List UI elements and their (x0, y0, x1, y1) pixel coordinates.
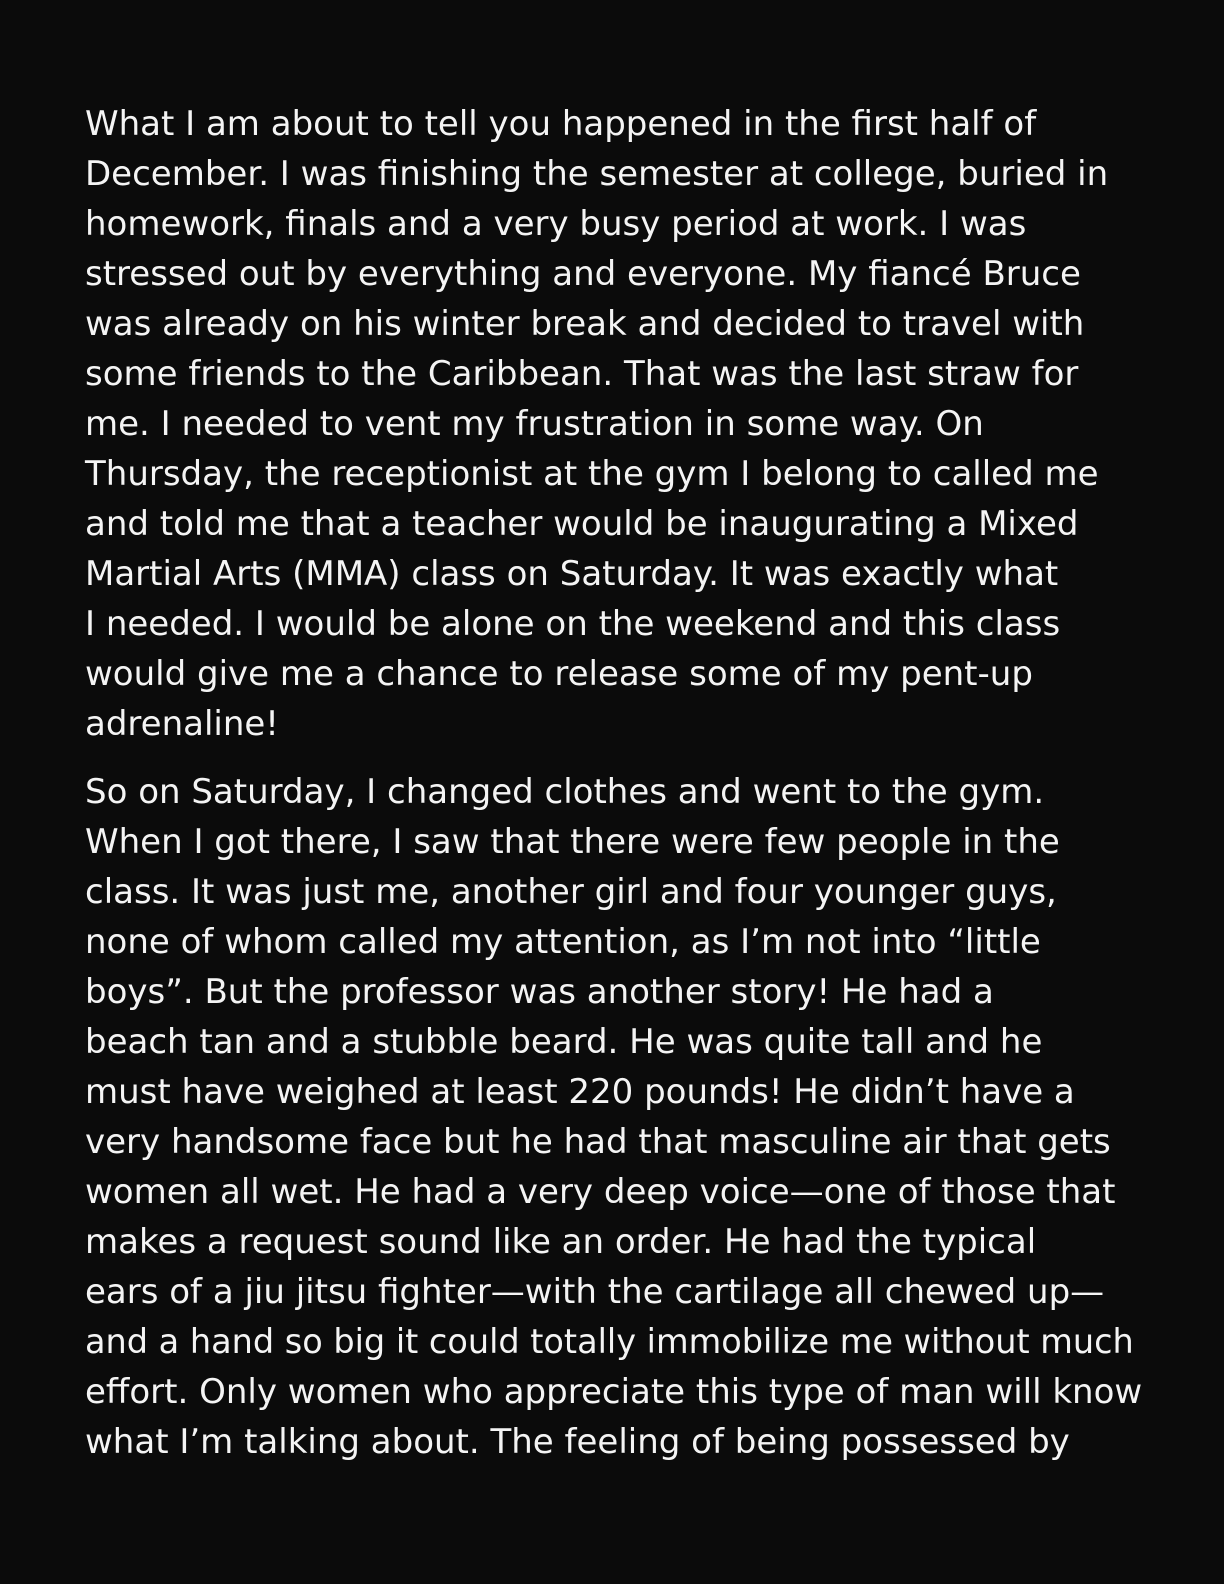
text-line: none of whom called my attention, as I’m not into “little (85, 922, 1041, 962)
text-line: and a hand so big it could totally immobilize me without much (85, 1322, 1134, 1361)
text-line: ears of a jiu jitsu fighter—with the cartilage all chewed up— (85, 1272, 1105, 1312)
text-line: some friends to the Caribbean. That was the last straw for (85, 354, 1079, 394)
text-line: stressed out by everything and everyone. My fiancé Bruce (85, 254, 1081, 294)
text-line: effort. Only women who appreciate this type of man will know (85, 1372, 1143, 1412)
text-line: must have weighed at least 220 pounds! He didn’t have a (85, 1072, 1075, 1112)
text-line: When I got there, I saw that there were few people in the (85, 822, 1060, 862)
text-line: adrenaline! (85, 704, 279, 744)
paragraph-1 (85, 99, 1145, 749)
text-line: What I am about to tell you happened in the first half of (85, 104, 1037, 144)
text-line: makes a request sound like an order. He had the typical (85, 1222, 1037, 1262)
text-line: Martial Arts (MMA) class on Saturday. It was exactly what (85, 554, 1059, 594)
document-page (85, 99, 1145, 1467)
text-line: So on Saturday, I changed clothes and went to the gym. (85, 772, 1045, 812)
text-line: what I’m talking about. The feeling of being possessed by (85, 1422, 1070, 1462)
text-line: women all wet. He had a very deep voice—one of those that (85, 1172, 1116, 1212)
text-line: homework, finals and a very busy period at work. I was (85, 204, 1027, 244)
text-line: Thursday, the receptionist at the gym I belong to called me (85, 454, 1099, 494)
text-line: me. I needed to vent my frustration in some way. On (85, 404, 984, 444)
text-line: I needed. I would be alone on the weekend and this class (85, 604, 1061, 644)
text-line: was already on his winter break and decided to travel with (85, 304, 1085, 344)
paragraph-2 (85, 767, 1145, 1467)
text-line: beach tan and a stubble beard. He was quite tall and he (85, 1022, 1043, 1062)
text-line: and told me that a teacher would be inaugurating a Mixed (85, 504, 1079, 544)
text-line: boys”. But the professor was another story! He had a (85, 972, 994, 1012)
text-line: December. I was finishing the semester at college, buried in (85, 154, 1109, 194)
text-line: class. It was just me, another girl and four younger guys, (85, 872, 1057, 912)
text-line: very handsome face but he had that masculine air that gets (85, 1122, 1111, 1162)
text-line: would give me a chance to release some of my pent-up (85, 654, 1033, 694)
